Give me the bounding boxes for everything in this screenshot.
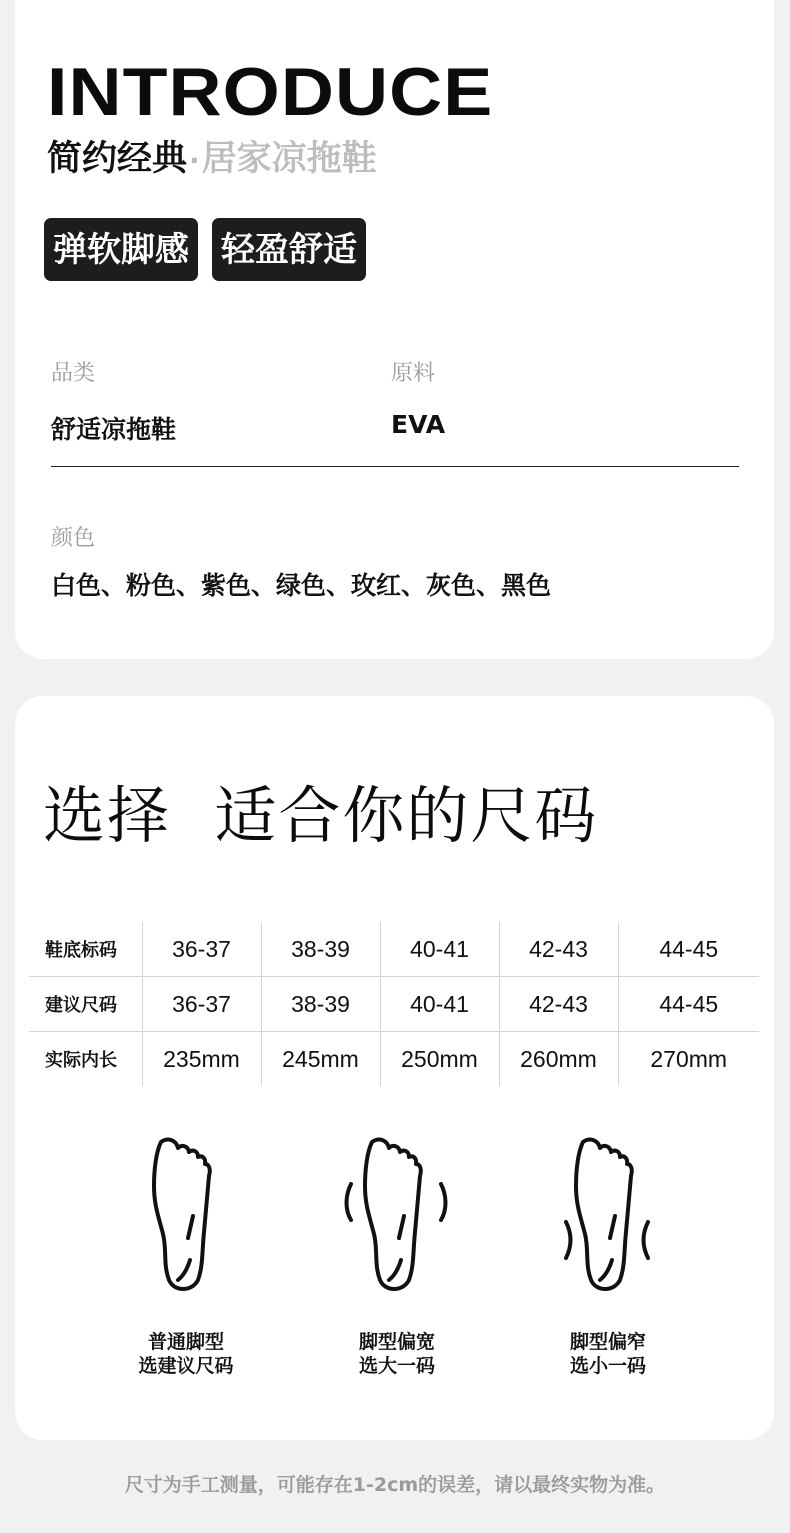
subtitle-light: 居家凉拖鞋 [201,139,377,179]
foot-type-line1: 普通脚型 [147,1331,224,1353]
wide-foot-icon [337,1134,457,1294]
table-cell: 42-43 [499,977,618,1032]
table-cell: 40-41 [380,977,499,1032]
foot-type-line2: 选小一码 [569,1355,646,1377]
table-cell: 38-39 [261,977,380,1032]
table-cell: 40-41 [380,922,499,977]
feature-tags [44,218,366,281]
table-cell: 270mm [618,1032,759,1087]
material-label: 原料 [391,361,436,386]
table-cell: 38-39 [261,922,380,977]
intro-subtitle [47,139,377,179]
foot-type-narrow [513,1134,703,1378]
category-label: 品类 [51,361,96,386]
intro-card [15,0,774,659]
table-cell: 44-45 [618,922,759,977]
table-cell: 44-45 [618,977,759,1032]
row-label: 建议尺码 [29,977,142,1032]
divider [51,466,739,467]
size-table [29,922,759,1086]
foot-type-line1: 脚型偏宽 [358,1331,435,1353]
table-cell: 42-43 [499,922,618,977]
feature-tag: 轻盈舒适 [212,218,366,281]
table-cell: 250mm [380,1032,499,1087]
normal-foot-icon [146,1134,226,1294]
table-cell: 36-37 [142,977,261,1032]
category-value: 舒适凉拖鞋 [51,415,177,444]
subtitle-bold: 简约经典 [47,139,188,179]
table-cell: 245mm [261,1032,380,1087]
foot-type-normal [91,1134,281,1378]
foot-type-line2: 选建议尺码 [138,1355,234,1377]
subtitle-dot: · [189,144,200,177]
feature-tag: 弹软脚感 [44,218,198,281]
measurement-note: 尺寸为手工测量，可能存在1-2cm的误差，请以最终实物为准。 [124,1474,666,1496]
table-row [29,922,759,977]
table-cell: 36-37 [142,922,261,977]
row-label: 实际内长 [45,1050,117,1071]
table-row [29,977,759,1032]
table-row [29,1032,759,1087]
size-guide-card [15,696,774,1440]
foot-type-line1: 脚型偏窄 [569,1331,646,1353]
material-value: EVA [391,410,446,439]
color-value: 白色、粉色、紫色、绿色、玫红、灰色、黑色 [51,571,552,600]
table-cell: 235mm [142,1032,261,1087]
foot-type-line2: 选大一码 [358,1355,435,1377]
intro-title: INTRODUCE [47,54,494,130]
color-label: 颜色 [51,526,96,551]
narrow-foot-icon [548,1134,668,1294]
row-label: 鞋底标码 [29,922,142,977]
table-cell: 260mm [499,1032,618,1087]
size-guide-title: 选择 适合你的尺码 [43,779,599,852]
foot-type-wide [302,1134,492,1378]
